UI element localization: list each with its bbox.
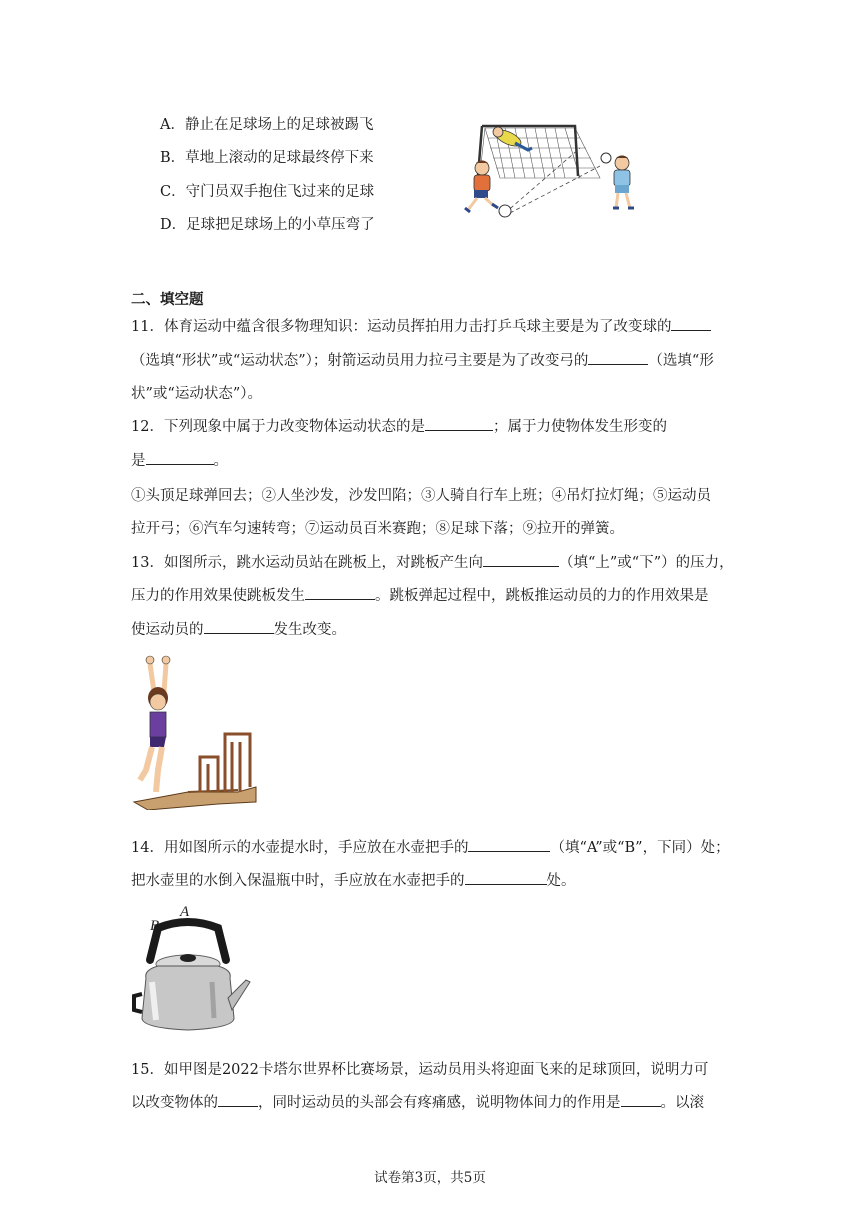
question-text: （选填“形 [648,353,714,369]
question-text: （填“上”或“下”）的压力， [558,555,734,571]
question-text: 使运动员的 [131,622,204,638]
question-text: 以改变物体的 [131,1095,218,1111]
option-b [160,146,374,167]
question-15-line-2 [131,1091,704,1112]
option-text: 草地上滚动的足球最终停下来 [185,150,374,166]
option-c [160,180,374,201]
answer-blank[interactable] [305,585,375,600]
question-12-line-3: ①头顶足球弹回去；②人坐沙发，沙发凹陷；③人骑自行车上班；④吊灯拉灯绳；⑤运动员 [131,488,711,504]
question-text: 。跳板弹起过程中，跳板推运动员的力的作用效果是 [375,588,709,604]
option-letter: A． [160,117,185,133]
question-14-line-1 [131,836,730,857]
answer-blank[interactable] [621,1092,661,1107]
question-15-line-1: 15．如甲图是2022卡塔尔世界杯比赛场景，运动员用头将迎面飞来的足球顶回，说明力可 [131,1062,709,1078]
question-text: 把水壶里的水倒入保温瓶中时，手应放在水壶把手的 [131,873,465,889]
question-13-line-3 [131,618,346,639]
question-12-line-1 [131,415,667,436]
question-text: 12．下列现象中属于力改变物体运动状态的是 [131,419,425,435]
question-text: ；属于力使物体发生形变的 [492,419,667,435]
section-heading: 二、填空题 [131,292,204,308]
answer-blank[interactable] [218,1092,258,1107]
question-text: 13．如图所示，跳水运动员站在跳板上，对跳板产生向 [131,555,483,571]
question-11-line-1 [131,315,711,336]
question-12-line-2 [131,449,228,470]
question-11-line-2 [131,349,714,370]
soccer-ball [499,205,511,217]
answer-blank[interactable] [425,416,493,431]
question-11-line-3: 状”或“运动状态”）。 [131,386,262,402]
kettle-illustration [128,898,252,1038]
option-letter: C． [160,184,186,200]
option-d [160,213,375,234]
option-letter: B． [160,150,186,166]
kettle-label-a: A [180,904,190,920]
option-text: 静止在足球场上的足球被踢飞 [184,117,374,133]
question-text: 11．体育运动中蕴含很多物理知识：运动员挥拍用力击打乒乓球主要是为了改变球的 [131,319,672,335]
page-footer: 试卷第3页，共5页 [374,1170,486,1186]
soccer-goal-illustration [460,118,650,223]
question-14-line-2 [131,869,576,890]
question-text: （填“A”或“B”，下同）处； [550,840,730,856]
question-text: 发生改变。 [273,622,346,638]
kettle-label-b: B [150,918,160,934]
heading-player [613,156,634,209]
question-text: 。以滚 [660,1095,704,1111]
question-13-line-2 [131,584,709,605]
question-13-line-1 [131,551,734,572]
question-text: 处。 [546,873,576,889]
diver-illustration [128,652,258,810]
answer-blank[interactable] [204,619,274,634]
question-text: ，同时运动员的头部会有疼痛感，说明物体间力的作用是 [258,1095,621,1111]
question-text: 是 [131,453,146,469]
answer-blank[interactable] [146,450,214,465]
question-text: 。 [213,453,228,469]
question-12-line-4: 拉开弓；⑥汽车匀速转弯；⑦运动员百米赛跑；⑧足球下落；⑨拉开的弹簧。 [131,521,624,537]
answer-blank[interactable] [465,870,547,885]
answer-blank[interactable] [588,350,648,365]
question-text: 14．用如图所示的水壶提水时，手应放在水壶把手的 [131,840,469,856]
question-text: （选填“形状”或“运动状态”）；射箭运动员用力拉弓主要是为了改变弓的 [131,353,589,369]
answer-blank[interactable] [483,552,559,567]
option-text: 足球把足球场上的小草压弯了 [186,217,375,233]
option-a [160,113,373,134]
answer-blank[interactable] [468,837,550,852]
option-letter: D． [160,217,187,233]
option-text: 守门员双手抱住飞过来的足球 [185,184,375,200]
answer-blank[interactable] [671,316,711,331]
question-text: 压力的作用效果使跳板发生 [131,588,305,604]
kicker-player [465,161,498,213]
diver [140,656,170,792]
